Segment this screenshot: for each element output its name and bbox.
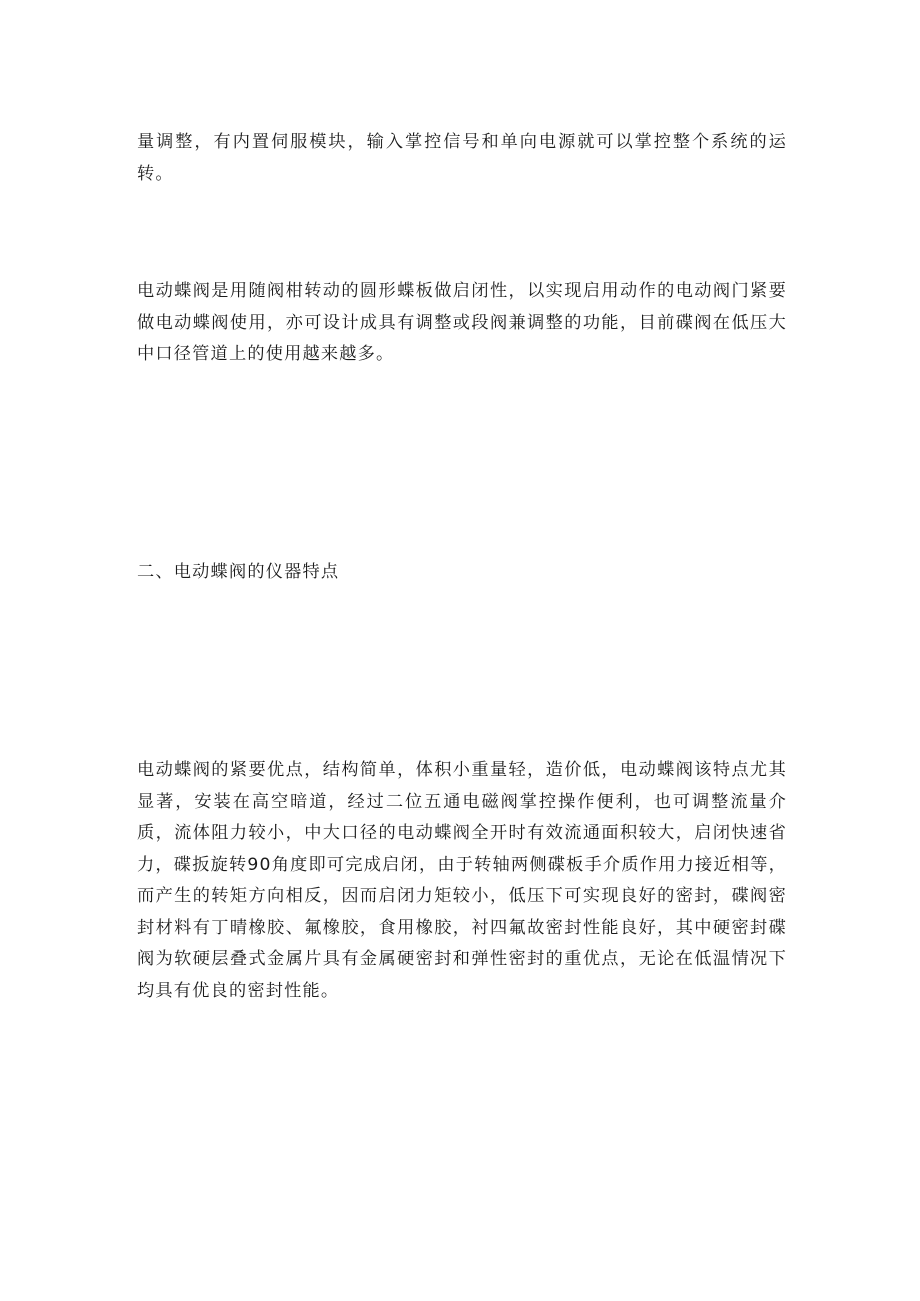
- section-heading: 二、电动蝶阀的仪器特点: [137, 562, 340, 582]
- paragraph-continuation: 量调整，有内置伺服模块，输入掌控信号和单向电源就可以掌控整个系统的运转。: [137, 132, 787, 184]
- paragraph-features: 电动蝶阀的紧要优点，结构简单，体积小重量轻，造价低，电动蝶阀该特点尤其显著，安装在高空暗道，经过二位五通电磁阀掌控操作便利，也可调整流量介质，流体阻力较小，中大口径的电动蝶阀全开时有效流通面积较大，启闭快速省力，碟扳旋转90角度即可完成启闭，由于转轴两侧碟板手介质作用力接近相等，而产生的转矩方向相反，因而启闭力矩较小，低压下可实现良好的密封，碟阀密封材料有丁晴橡胶、氟橡胶，食用橡胶，衬四氟故密封性能良好，其中硬密封碟阀为软硬层叠式金属片具有金属硬密封和弹性密封的重优点，无论在低温情况下均具有优良的密封性能。: [137, 760, 787, 1001]
- paragraph-intro: 电动蝶阀是用随阀柑转动的圆形蝶板做启闭性，以实现启用动作的电动阀门紧要做电动蝶阀使用，亦可设计成具有调整或段阀兼调整的功能，目前碟阀在低压大中口径管道上的使用越来越多。: [137, 281, 787, 364]
